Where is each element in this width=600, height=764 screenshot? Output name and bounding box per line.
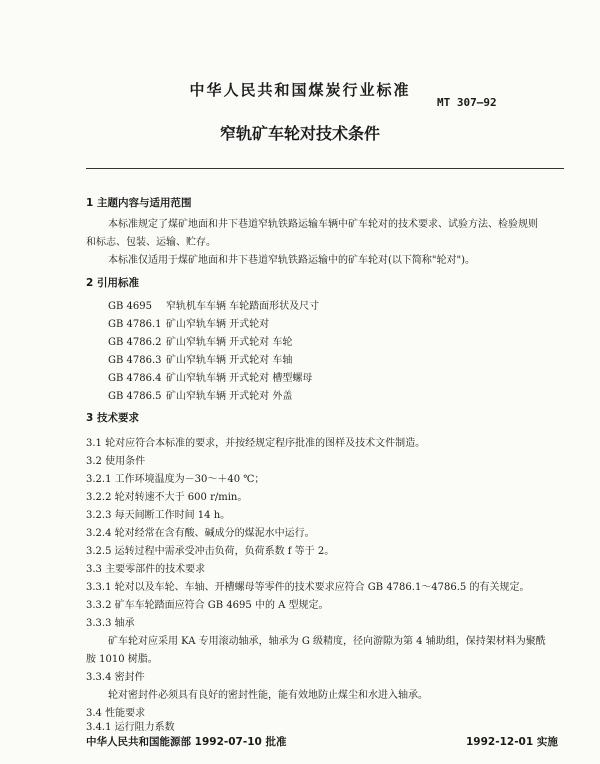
clause-3-2-1: 3.2.1 工作环境温度为－30～＋40 ℃；	[86, 474, 265, 485]
section-2-heading: 2 引用标准	[86, 277, 139, 289]
clause-3-2-3: 3.2.3 每天间断工作时间 14 h。	[86, 510, 231, 521]
header-divider	[86, 168, 564, 169]
reference-item	[108, 369, 312, 384]
clause-3-3-3-text-line-1: 矿车轮对应采用 KA 专用滚动轴承，轴承为 G 级精度，径向游隙为第 4 辅助组，保持架材料为聚酰	[108, 636, 546, 647]
section-1-heading: 1 主题内容与适用范围	[86, 197, 192, 209]
clause-3-3-1: 3.3.1 轮对以及车轮、车轴、开槽螺母等零件的技术要求应符合 GB 4786.1～4786.5 的有关规定。	[86, 582, 530, 593]
clause-3-1: 3.1 轮对应符合本标准的要求，并按经规定程序批准的图样及技术文件制造。	[86, 438, 426, 449]
section-1-para-1-line-2: 和标志、包装、运输、贮存。	[86, 237, 216, 248]
clause-3-2-5: 3.2.5 运转过程中需承受冲击负荷，负荷系数 f 等于 2。	[86, 546, 335, 557]
reference-name: 矿山窄轨车辆 开式轮对 槽型螺母	[166, 373, 313, 384]
clause-3-2: 3.2 使用条件	[86, 456, 146, 467]
reference-name: 窄轨机车车辆 车轮踏面形状及尺寸	[166, 301, 320, 312]
clause-3-2-2: 3.2.2 轮对转速不大于 600 r/min。	[86, 492, 248, 503]
reference-code: GB 4786.3	[108, 355, 162, 366]
reference-item	[108, 387, 292, 402]
reference-name: 矿山窄轨车辆 开式轮对 外盖	[166, 391, 293, 402]
standard-organization: 中华人民共和国煤炭行业标准	[189, 81, 411, 99]
reference-code: GB 4786.1	[108, 319, 162, 330]
standard-code: MT 307—92	[437, 96, 497, 109]
clause-3-3-4: 3.3.4 密封件	[86, 672, 145, 683]
reference-name: 矿山窄轨车辆 开式轮对 车轮	[166, 337, 293, 348]
reference-item	[108, 297, 319, 312]
clause-3-3: 3.3 主要零部件的技术要求	[86, 564, 206, 575]
reference-code: GB 4695	[108, 301, 152, 312]
reference-item	[108, 333, 292, 348]
section-3-heading: 3 技术要求	[86, 412, 139, 424]
reference-name: 矿山窄轨车辆 开式轮对	[166, 319, 270, 330]
clause-3-3-2: 3.3.2 矿车车轮踏面应符合 GB 4695 中的 A 型规定。	[86, 600, 329, 611]
clause-3-3-3: 3.3.3 轴承	[86, 618, 135, 629]
clause-3-2-4: 3.2.4 轮对经常在含有酸、碱成分的煤泥水中运行。	[86, 528, 315, 539]
clause-3-3-3-text-line-2: 胺 1010 树脂。	[86, 654, 158, 665]
document-title: 窄轨矿车轮对技术条件	[219, 124, 380, 143]
clause-3-3-4-text: 轮对密封件必须具有良好的密封性能，能有效地防止煤尘和水进入轴承。	[108, 690, 428, 701]
section-1-para-1-line-1: 本标准规定了煤矿地面和井下巷道窄轨铁路运输车辆中矿车轮对的技术要求、试验方法、检验规则	[108, 219, 538, 230]
reference-code: GB 4786.4	[108, 373, 162, 384]
clause-3-4-1: 3.4.1 运行阻力系数	[86, 722, 175, 733]
reference-code: GB 4786.2	[108, 337, 162, 348]
issue-approval: 中华人民共和国能源部 1992-07-10 批准	[86, 736, 287, 748]
reference-code: GB 4786.5	[108, 391, 162, 402]
reference-item	[108, 351, 292, 366]
effective-date: 1992-12-01 实施	[466, 736, 558, 748]
reference-name: 矿山窄轨车辆 开式轮对 车轴	[166, 355, 293, 366]
reference-item	[108, 315, 269, 330]
clause-3-4: 3.4 性能要求	[86, 708, 146, 719]
section-1-para-2: 本标准仅适用于煤矿地面和井下巷道窄轨铁路运输中的矿车轮对(以下简称"轮对")。	[108, 255, 476, 266]
